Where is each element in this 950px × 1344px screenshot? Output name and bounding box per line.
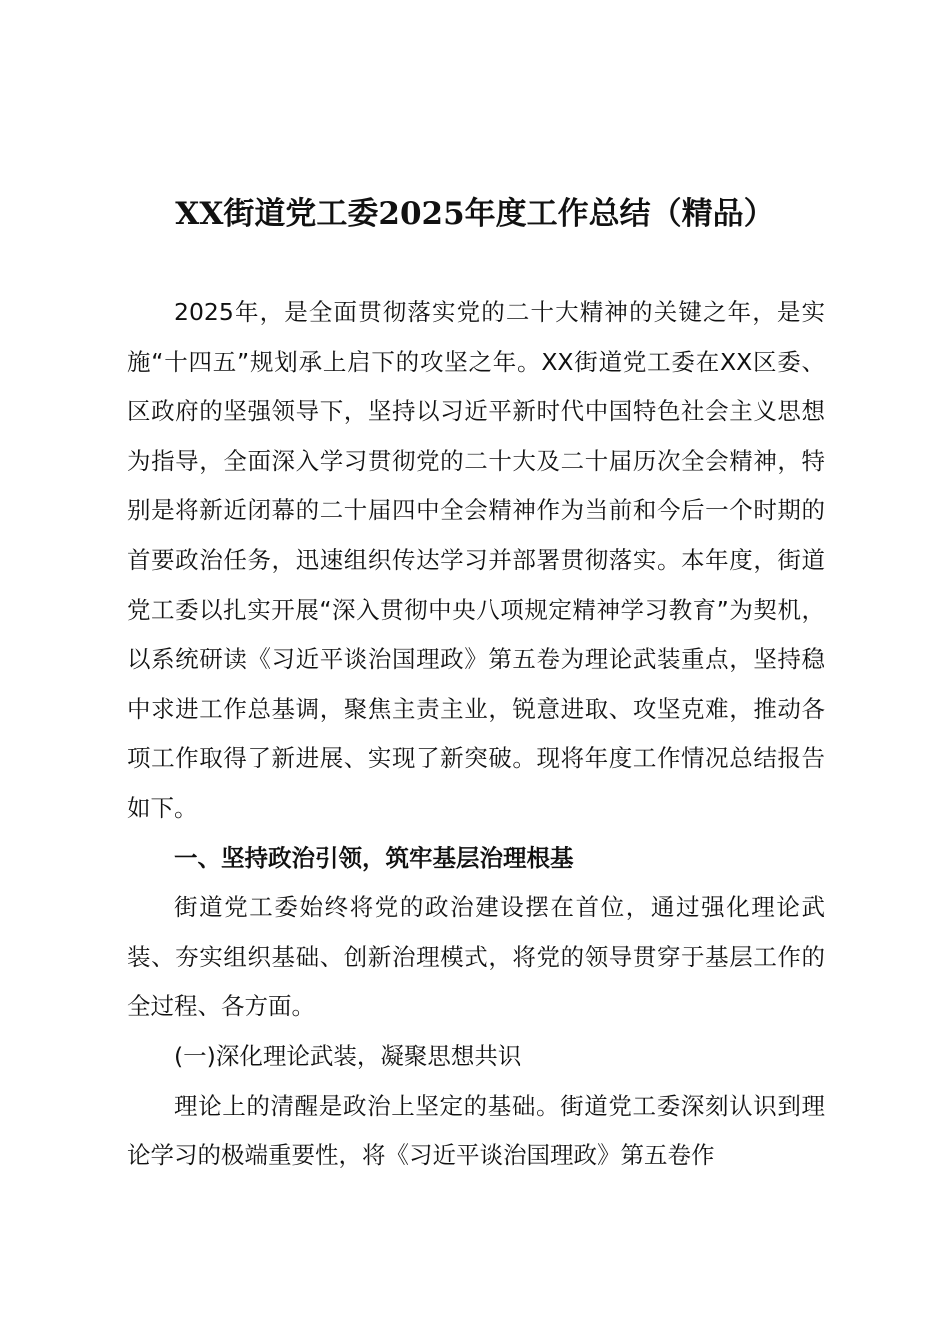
document-body	[127, 288, 825, 1181]
subsection-heading-1: (一)深化理论武装，凝聚思想共识	[174, 1041, 522, 1070]
intro-paragraph: 2025年，是全面贯彻落实党的二十大精神的关键之年，是实施“十四五”规划承上启下的攻坚之年。XX街道党工委在XX区委、区政府的坚强领导下，坚持以习近平新时代中国特色社会主义思想为指导，全面深入学习贯彻党的二十大及二十届历次全会精神，特别是将新近闭幕的二十届四中全会精神作为当前和今后一个时期的首要政治任务，迅速组织传达学习并部署贯彻落实。本年度，街道党工委以扎实开展“深入贯彻中央八项规定精神学习教育”为契机，以系统研读《习近平谈治国理政》第五卷为理论武装重点，坚持稳中求进工作总基调，聚焦主责主业，锐意进取、攻坚克难，推动各项工作取得了新进展、实现了新突破。现将年度工作情况总结报告如下。	[127, 298, 825, 822]
section-heading-1: 一、坚持政治引领，筑牢基层治理根基	[174, 843, 574, 872]
document-title: XX街道党工委2025年度工作总结（精品）	[175, 196, 775, 232]
section-1-paragraph: 街道党工委始终将党的政治建设摆在首位，通过强化理论武装、夯实组织基础、创新治理模式，将党的领导贯穿于基层工作的全过程、各方面。	[127, 893, 825, 1021]
subsection-1-paragraph: 理论上的清醒是政治上坚定的基础。街道党工委深刻认识到理论学习的极端重要性，将《习近平谈治国理政》第五卷作	[127, 1091, 825, 1170]
